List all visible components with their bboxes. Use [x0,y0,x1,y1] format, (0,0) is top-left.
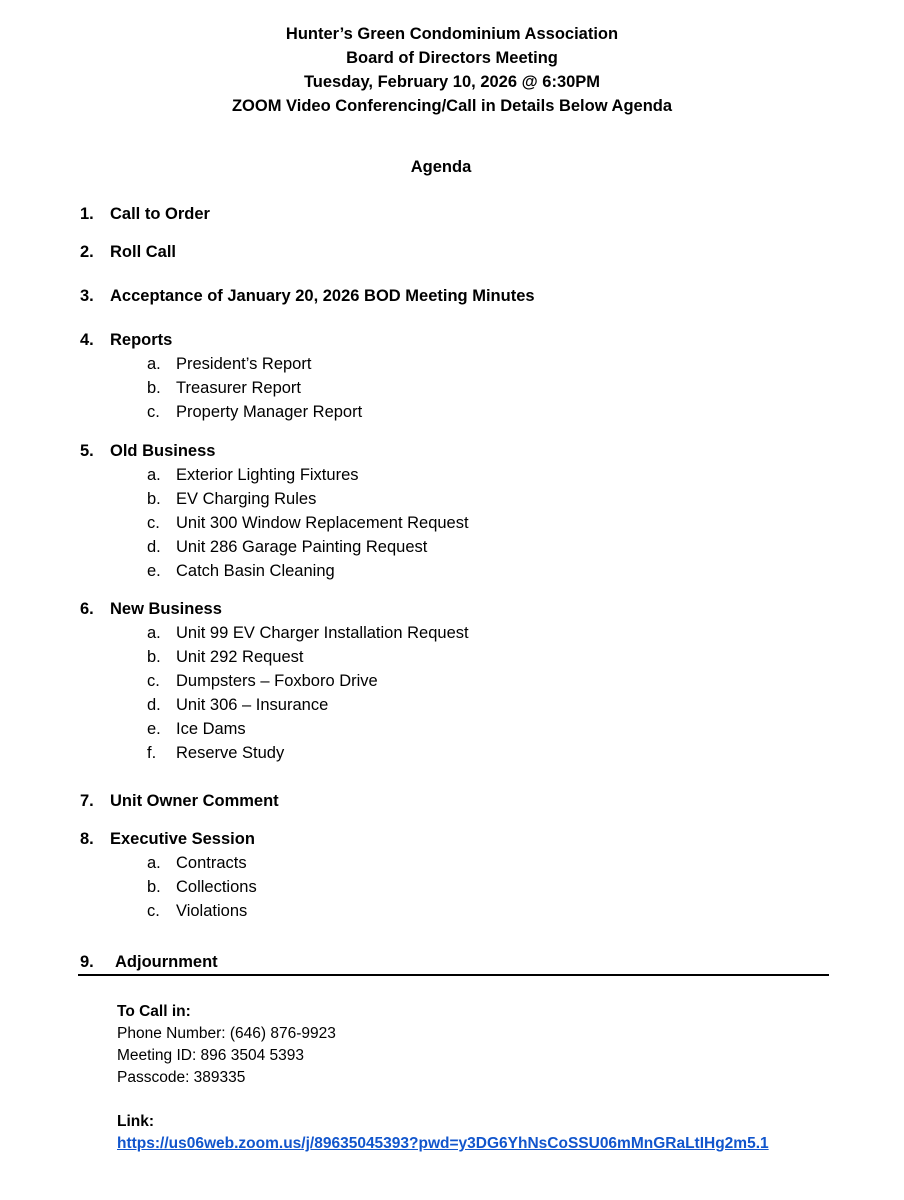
sub-letter: f. [147,744,157,762]
sub-text: EV Charging Rules [176,490,317,508]
sub-text: Unit 286 Garage Painting Request [176,538,428,556]
item-label: Acceptance of January 20, 2026 BOD Meeting Minutes [110,287,535,305]
sub-text: Unit 300 Window Replacement Request [176,514,469,532]
sub-item [147,463,359,487]
sub-letter: e. [147,720,161,738]
item-label: Executive Session [110,830,255,848]
agenda-item-1 [80,202,210,226]
sub-item [147,875,257,899]
agenda-item-9 [80,950,218,974]
sub-item [147,352,311,376]
sub-item [147,535,427,559]
sub-letter: a. [147,466,161,484]
sub-text: Contracts [176,854,247,872]
item-number: 2. [80,243,94,261]
sub-item [147,851,247,875]
sub-letter: b. [147,878,161,896]
sub-text: Property Manager Report [176,403,363,421]
meeting-id: Meeting ID: 896 3504 5393 [117,1047,304,1064]
item-label: Roll Call [110,243,177,261]
sub-item [147,645,304,669]
item-label: New Business [110,600,222,618]
agenda-title: Agenda [410,158,472,176]
sub-item [147,669,378,693]
sub-item [147,899,247,923]
phone-number: Phone Number: (646) 876-9923 [117,1025,336,1042]
agenda-item-7 [80,789,279,813]
sub-item [147,621,469,645]
sub-text: Ice Dams [176,720,246,738]
spacer [117,1089,769,1111]
agenda-item-2 [80,240,176,264]
item-label: Unit Owner Comment [110,792,279,810]
meeting-date: Tuesday, February 10, 2026 @ 6:30PM [303,73,601,91]
meeting-title: Board of Directors Meeting [346,49,558,67]
zoom-note: ZOOM Video Conferencing/Call in Details Below Agenda [231,97,673,115]
sub-letter: c. [147,514,160,532]
item-label: Old Business [110,442,216,460]
item-number: 4. [80,331,94,349]
sub-letter: d. [147,696,161,714]
sub-text: Unit 292 Request [176,648,304,666]
sub-letter: c. [147,672,160,690]
passcode: Passcode: 389335 [117,1069,246,1086]
item-number: 6. [80,600,94,618]
section-divider [78,974,829,976]
link-heading: Link: [117,1113,155,1130]
sub-item [147,559,335,583]
sub-letter: b. [147,648,161,666]
item-number: 5. [80,442,94,460]
agenda-item-3 [80,284,535,308]
sub-text: Violations [176,902,248,920]
agenda-item-6 [80,597,222,621]
sub-item [147,741,284,765]
sub-letter: c. [147,403,160,421]
document-header [0,22,904,118]
item-label: Reports [110,331,173,349]
item-number: 8. [80,830,94,848]
sub-letter: c. [147,902,160,920]
sub-letter: a. [147,854,161,872]
sub-text: Dumpsters – Foxboro Drive [176,672,378,690]
sub-item [147,717,246,741]
item-label: Call to Order [110,205,210,223]
sub-letter: a. [147,624,161,642]
association-name: Hunter’s Green Condominium Association [285,25,619,43]
sub-letter: a. [147,355,161,373]
sub-letter: d. [147,538,161,556]
sub-text: Unit 306 – Insurance [176,696,329,714]
sub-item [147,400,362,424]
item-number: 9. [80,953,94,971]
item-label: Adjournment [115,953,218,971]
sub-item [147,376,301,400]
sub-letter: e. [147,562,161,580]
sub-item [147,487,316,511]
sub-text: Exterior Lighting Fixtures [176,466,359,484]
sub-text: Treasurer Report [176,379,302,397]
sub-letter: b. [147,379,161,397]
sub-text: Collections [176,878,257,896]
agenda-item-8 [80,827,255,851]
zoom-link[interactable]: https://us06web.zoom.us/j/89635045393?pwd=y3DG6YhNsCoSSU06mMnGRaLtIHg2m5.1 [117,1135,769,1152]
sub-item [147,693,328,717]
item-number: 1. [80,205,94,223]
sub-text: Catch Basin Cleaning [176,562,335,580]
agenda-item-5 [80,439,215,463]
sub-text: Unit 99 EV Charger Installation Request [176,624,469,642]
item-number: 3. [80,287,94,305]
call-in-details [117,1001,769,1155]
item-number: 7. [80,792,94,810]
call-in-heading: To Call in: [117,1003,191,1020]
sub-item [147,511,469,535]
sub-text: President’s Report [176,355,312,373]
sub-letter: b. [147,490,161,508]
sub-text: Reserve Study [176,744,285,762]
agenda-item-4 [80,328,172,352]
